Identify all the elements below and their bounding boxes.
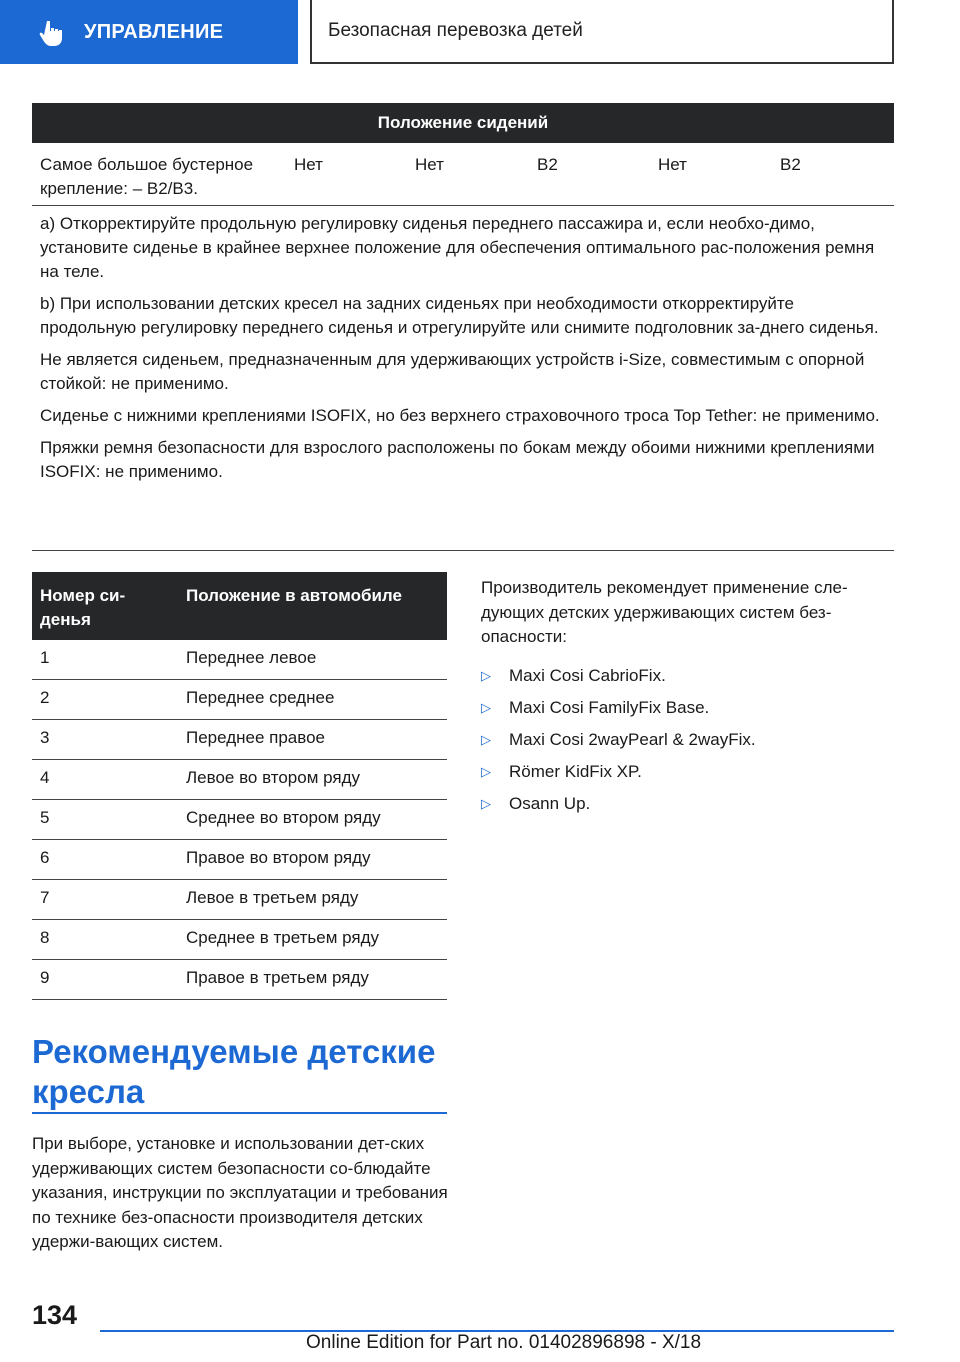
seat-number: 2	[40, 688, 50, 707]
note: Пряжки ремня безопасности для взрослого расположены по бокам между обоими нижними креплениями ISOFIX: не применимо.	[40, 438, 875, 481]
seat-position: Переднее среднее	[186, 688, 335, 707]
table-row	[32, 720, 447, 760]
table-row	[32, 760, 447, 800]
seat-table-title: Положение сидений	[32, 103, 894, 143]
seat-position: Среднее во втором ряду	[186, 808, 381, 827]
section-heading: Рекомендуемые детские кресла	[32, 1033, 436, 1110]
page-number: 134	[32, 1300, 78, 1330]
table-row	[32, 800, 447, 840]
list-item	[481, 760, 896, 792]
table-row	[32, 680, 447, 720]
header-seat-number: Номер си-денья	[40, 586, 126, 629]
footer-edition: Online Edition for Part no. 01402896898 - X/18	[306, 1332, 702, 1353]
table-header	[32, 572, 447, 640]
table-notes	[40, 212, 890, 492]
section-tab-label: УПРАВЛЕНИЕ	[84, 20, 224, 43]
seat-position: Левое во втором ряду	[186, 768, 361, 787]
seat-number: 6	[40, 848, 50, 867]
section-heading-rule	[32, 1112, 447, 1114]
header-position: Положение в автомобиле	[186, 586, 402, 605]
bullet-triangle-icon: ▷	[481, 763, 491, 779]
seat-number: 9	[40, 968, 50, 987]
cell-value: Нет	[658, 155, 687, 174]
note: a) Откорректируйте продольную регулировку сиденья переднего пассажира и, если необхо-димо, установите сиденье в крайнее верхнее положение для обеспечения оптимального рас-положения ремня на теле.	[40, 214, 875, 281]
cell-value: Нет	[415, 155, 444, 174]
table-row	[32, 640, 447, 680]
bullet-triangle-icon: ▷	[481, 667, 491, 683]
seat-number: 1	[40, 648, 50, 667]
breadcrumb-label: Безопасная перевозка детей	[328, 20, 583, 41]
bullet-triangle-icon: ▷	[481, 795, 491, 811]
seat-position-table	[32, 103, 894, 206]
table-row	[32, 840, 447, 880]
note: Не является сиденьем, предназначенным для удерживающих устройств i-Size, совместимым с опорной стойкой: не применимо.	[40, 350, 865, 393]
seat-position: Правое в третьем ряду	[186, 968, 369, 987]
bullet-triangle-icon: ▷	[481, 731, 491, 747]
cell-value: B2	[537, 155, 558, 174]
recommendation-list	[481, 664, 896, 824]
list-item	[481, 664, 896, 696]
seat-position: Левое в третьем ряду	[186, 888, 359, 907]
seat-number: 4	[40, 768, 50, 787]
list-item-text: Osann Up.	[509, 793, 591, 813]
list-item-text: Maxi Cosi FamilyFix Base.	[509, 697, 710, 717]
seat-position: Переднее правое	[186, 728, 326, 747]
seat-position: Правое во втором ряду	[186, 848, 371, 867]
row-label: Самое большое бустерное крепление: – B2/B3.	[40, 155, 254, 198]
section-tab[interactable]	[0, 0, 298, 64]
list-item-text: Maxi Cosi CabrioFix.	[509, 665, 666, 685]
note: b) При использовании детских кресел на задних сиденьях при необходимости откорректируйте продольную регулировку переднего сиденья и отрегулируйте или снимите подголовник за-днего сиденья.	[40, 294, 879, 337]
hand-pointer-icon	[38, 17, 68, 47]
recommendation-intro: Производитель рекомендует применение сле-дующих детских удерживающих систем без-опасности:	[481, 578, 848, 646]
table-row	[32, 960, 447, 1000]
bullet-triangle-icon: ▷	[481, 699, 491, 715]
table-row	[32, 920, 447, 960]
seat-number: 7	[40, 888, 50, 907]
list-item	[481, 696, 896, 728]
seat-position: Переднее левое	[186, 648, 317, 667]
seat-number: 8	[40, 928, 50, 947]
breadcrumb	[310, 0, 894, 64]
section-body: При выборе, установке и использовании дет-ских удерживающих систем безопасности со-блюдайте указания, инструкции по эксплуатации и требования по технике без-опасности производителя детских удержи-вающих систем.	[32, 1134, 448, 1251]
seat-number-table	[32, 572, 447, 1000]
seat-number: 3	[40, 728, 50, 747]
note: Сиденье с нижними креплениями ISOFIX, но без верхнего страховочного троса Top Tether: не применимо.	[40, 406, 880, 425]
cell-value: B2	[780, 155, 801, 174]
list-item-text: Maxi Cosi 2wayPearl & 2wayFix.	[509, 729, 756, 749]
table-row	[32, 880, 447, 920]
seat-position: Среднее в третьем ряду	[186, 928, 380, 947]
list-item	[481, 792, 896, 824]
table-row	[32, 143, 894, 206]
recommendation-block	[481, 576, 896, 824]
cell-value: Нет	[294, 155, 323, 174]
seat-number: 5	[40, 808, 50, 827]
divider	[32, 550, 894, 551]
list-item-text: Römer KidFix XP.	[509, 761, 642, 781]
list-item	[481, 728, 896, 760]
